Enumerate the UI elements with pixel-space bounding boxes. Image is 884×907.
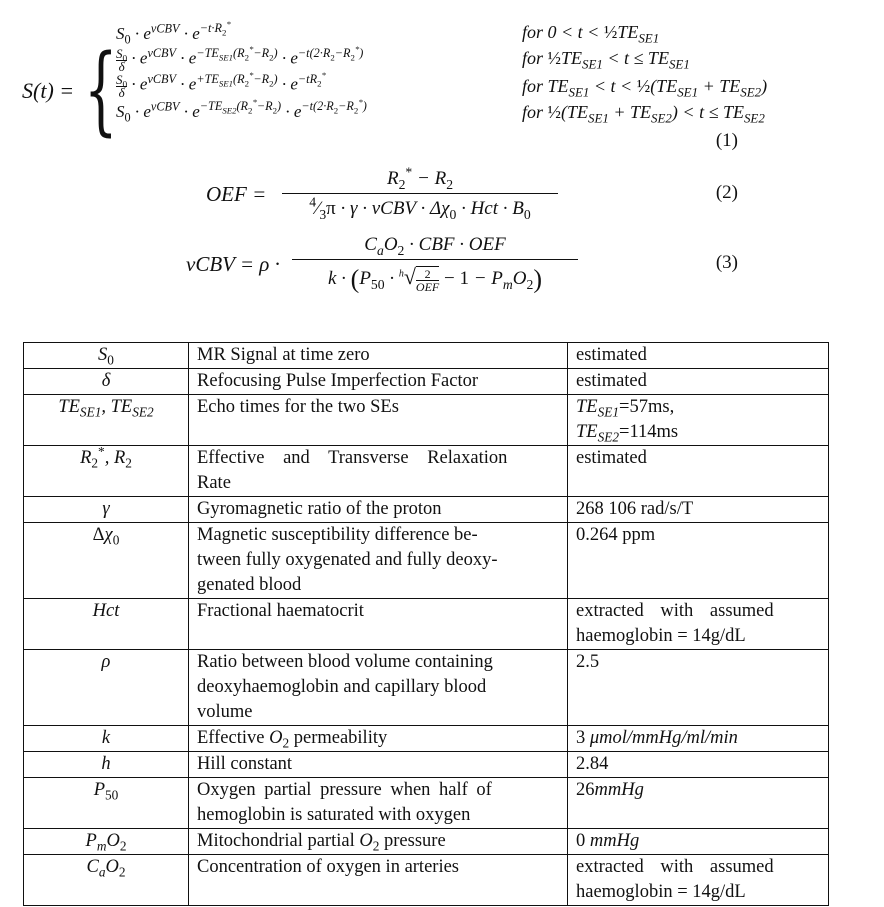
- symbol-cell: $TE_{SE1}$, $TE_{SE2}$: [24, 395, 189, 446]
- description-cell: Fractional haematocrit: [189, 599, 568, 650]
- symbol-cell: $S_0$: [24, 343, 189, 369]
- value-cell: 3 μmol/mmHg/ml/min: [568, 726, 829, 752]
- description-cell: Effective and Transverse Relaxation Rate: [189, 446, 568, 497]
- table-row: [24, 343, 829, 369]
- eq1-case-2-cond: for $\frac{1}{2}TE_{SE1} < t \le TE_{SE1}$: [522, 48, 690, 72]
- symbol-cell: k: [24, 726, 189, 752]
- symbol-cell: $\Delta\chi_0$: [24, 523, 189, 599]
- value-cell: $TE_{SE1}=57ms$, $TE_{SE2}=114ms$: [568, 395, 829, 446]
- symbol-cell: γ: [24, 497, 189, 523]
- table-row: [24, 829, 829, 855]
- value-cell: estimated: [568, 343, 829, 369]
- table-row: [24, 650, 829, 726]
- eq1-case-1-expr: $S_0 \cdot e^{vCBV} \cdot e^{-t\cdot R_2^*}$: [116, 19, 231, 47]
- description-cell: Oxygen partial pressure when half of hemoglobin is saturated with oxygen: [189, 778, 568, 829]
- table-row: [24, 523, 829, 599]
- value-cell: extracted with assumed haemoglobin = 14g/dL: [568, 855, 829, 906]
- table-row: [24, 752, 829, 778]
- description-cell: MR Signal at time zero: [189, 343, 568, 369]
- description-cell: Mitochondrial partial $O_2$ pressure: [189, 829, 568, 855]
- value-cell: 2.84: [568, 752, 829, 778]
- table-row: [24, 395, 829, 446]
- table-row: [24, 497, 829, 523]
- description-cell: Ratio between blood volume containing deoxyhaemoglobin and capillary blood volume: [189, 650, 568, 726]
- symbol-cell: ρ: [24, 650, 189, 726]
- value-cell: 0 mmHg: [568, 829, 829, 855]
- symbol-cell: $P_mO_2$: [24, 829, 189, 855]
- description-cell: Concentration of oxygen in arteries: [189, 855, 568, 906]
- symbol-cell: h: [24, 752, 189, 778]
- description-cell: Gyromagnetic ratio of the proton: [189, 497, 568, 523]
- table-row: [24, 855, 829, 906]
- equation-1: [0, 18, 884, 158]
- table-row: [24, 369, 829, 395]
- value-cell: extracted with assumed haemoglobin = 14g/dL: [568, 599, 829, 650]
- eq1-case-1-cond: for $0 < t < \frac{1}{2}TE_{SE1}$: [522, 22, 660, 46]
- description-cell: Hill constant: [189, 752, 568, 778]
- description-cell: Effective $O_2$ permeability: [189, 726, 568, 752]
- eq3-numerator: $C_aO_2$ · CBF · OEF: [364, 234, 506, 258]
- symbol-cell: Hct: [24, 599, 189, 650]
- value-cell: estimated: [568, 369, 829, 395]
- value-cell: 0.264 ppm: [568, 523, 829, 599]
- eq3-denominator: $k \cdot (P_{50} \cdot ^h√$ 2 OEF − $1 - P_mO_2$): [292, 259, 578, 295]
- table-row: [24, 446, 829, 497]
- eq1-number: (1): [715, 130, 738, 151]
- eq3-fraction: [292, 234, 578, 295]
- symbol-cell: $C_aO_2$: [24, 855, 189, 906]
- eq1-case-3-cond: for $TE_{SE1} < t$ < $\frac{1}{2}(TE_{SE1} + TE_{SE2})$: [522, 76, 768, 100]
- eq3-lhs: vCBV = ρ ·: [186, 252, 280, 276]
- eq2-fraction: [282, 164, 558, 222]
- equation-2: [0, 164, 884, 230]
- description-cell: Refocusing Pulse Imperfection Factor: [189, 369, 568, 395]
- value-cell: estimated: [568, 446, 829, 497]
- equation-3: [0, 234, 884, 304]
- eq1-lhs: S(t) =: [22, 78, 75, 103]
- eq1-brace: {: [84, 34, 118, 146]
- table-row: [24, 726, 829, 752]
- eq2-number: (2): [715, 182, 738, 203]
- table-row: [24, 599, 829, 650]
- symbol-cell: $P_{50}$: [24, 778, 189, 829]
- eq1-case-4-expr: $S_0 \cdot e^{vCBV} \cdot e^{-TE_{SE2}(R_2^*-R_2)} \cdot e^{-t(2\cdot R_2-R_2^*)}$: [116, 97, 367, 125]
- description-cell: Echo times for the two SEs: [189, 395, 568, 446]
- eq3-number: (3): [715, 252, 738, 273]
- symbol-cell: $R_2^*$, $R_2$: [24, 446, 189, 497]
- variables-table: [23, 342, 829, 906]
- eq1-case-4-cond: for $\frac{1}{2}(TE_{SE1} + TE_{SE2}) < t \le TE_{SE2}$: [522, 102, 765, 126]
- description-cell: Magnetic susceptibility difference be- tween fully oxygenated and fully deoxy- genated blood: [189, 523, 568, 599]
- eq2-numerator: $R_2^* - R_2$: [386, 164, 454, 192]
- eq1-case-3-expr: $\frac{S_0}{\delta}$ · $e^{vCBV} \cdot e^{+TE_{SE1}(R_2^*-R_2)} \cdot e^{-tR_2^*}$: [116, 69, 326, 100]
- symbol-cell: δ: [24, 369, 189, 395]
- eq2-denominator: $^4⁄_3\pi \cdot \gamma$ · vCBV · $\Delta\chi_0$ · Hct · $B_0$: [282, 193, 558, 220]
- eq1-case-2-expr: $\frac{S_0}{\delta}$ · $e^{vCBV} \cdot e^{-TE_{SE1}(R_2^*-R_2)} \cdot e^{-t(2\cdot R_2-R_2^*)}$: [116, 43, 364, 74]
- value-cell: 268 106 rad/s/T: [568, 497, 829, 523]
- value-cell: 26mmHg: [568, 778, 829, 829]
- table-row: [24, 778, 829, 829]
- value-cell: 2.5: [568, 650, 829, 726]
- eq2-lhs: OEF =: [206, 182, 267, 206]
